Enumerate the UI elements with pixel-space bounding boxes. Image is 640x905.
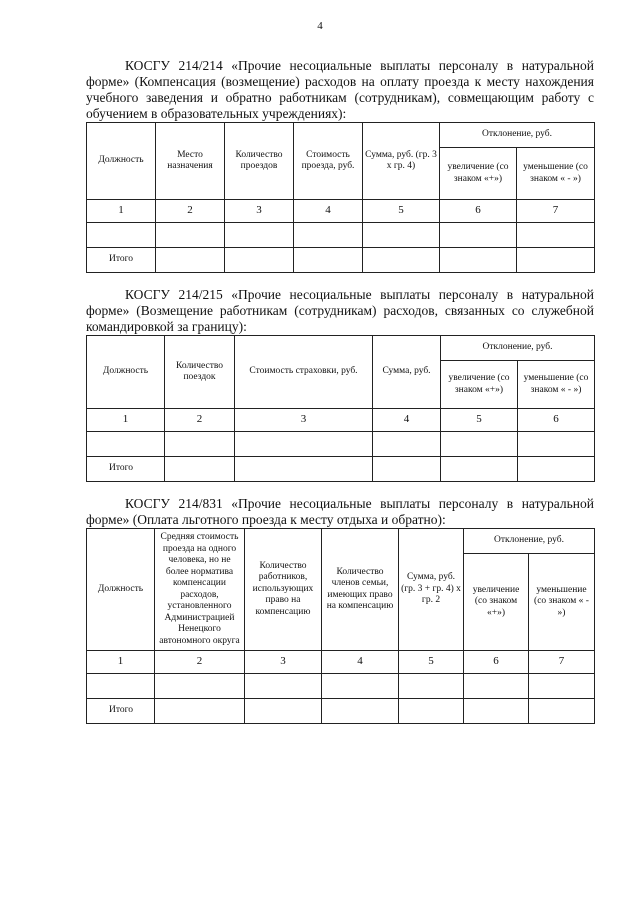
table-214-215 xyxy=(86,335,595,482)
column-number: 5 xyxy=(441,409,518,432)
table-row xyxy=(87,432,595,457)
table-cell xyxy=(155,699,245,724)
table-cell xyxy=(235,457,373,482)
column-header: Количество работников, использующих право на компенсацию xyxy=(245,529,322,651)
section-heading: КОСГУ 214/214 «Прочие несоциальные выплаты персоналу в натуральной форме» (Компенсация (возмещение) расходов на оплату проезда к месту нахождения учебного заведения и обратно работникам (сотрудникам), совмещающим работу с обучением в образовательных учреждениях): xyxy=(86,58,594,121)
column-header: Стоимость проезда, руб. xyxy=(294,123,363,200)
column-header: увеличение (со знаком «+») xyxy=(440,148,517,200)
column-number: 2 xyxy=(155,651,245,674)
column-number: 6 xyxy=(464,651,529,674)
column-number: 7 xyxy=(517,200,595,223)
table-cell xyxy=(155,674,245,699)
column-header: уменьшение (со знаком « - ») xyxy=(518,361,595,409)
column-header: Сумма, руб. xyxy=(373,336,441,409)
deviation-header: Отклонение, руб. xyxy=(441,336,595,361)
table-cell xyxy=(245,674,322,699)
table-cell xyxy=(363,223,440,248)
column-number: 2 xyxy=(156,200,225,223)
section-heading: КОСГУ 214/215 «Прочие несоциальные выплаты персоналу в натуральной форме» (Возмещение работникам (сотрудникам) расходов, связанных со служебной командировкой за границу): xyxy=(86,287,594,334)
table-cell xyxy=(529,699,595,724)
page-number: 4 xyxy=(317,20,323,32)
column-header: Должность xyxy=(87,529,155,651)
table-cell xyxy=(464,699,529,724)
table-cell xyxy=(517,223,595,248)
number-row xyxy=(87,409,595,432)
table-cell xyxy=(440,223,517,248)
column-header: Количество поездок xyxy=(165,336,235,409)
column-number: 4 xyxy=(373,409,441,432)
column-header: Стоимость страховки, руб. xyxy=(235,336,373,409)
column-header: Сумма, руб. (гр. 3 + гр. 4) х гр. 2 xyxy=(399,529,464,651)
deviation-header: Отклонение, руб. xyxy=(440,123,595,148)
table-cell xyxy=(165,432,235,457)
column-header: уменьшение (со знаком « - ») xyxy=(517,148,595,200)
column-header: Средняя стоимость проезда на одного человека, но не более норматива компенсации расходов, установленного Администрацией Ненецкого автономного округа xyxy=(155,529,245,651)
table-214-214 xyxy=(86,122,595,273)
table-cell xyxy=(399,674,464,699)
column-header: Место назначения xyxy=(156,123,225,200)
table-cell xyxy=(399,699,464,724)
table-cell xyxy=(225,248,294,273)
column-number: 5 xyxy=(399,651,464,674)
table-cell xyxy=(156,223,225,248)
table-row xyxy=(87,674,595,699)
table-cell xyxy=(294,248,363,273)
column-header: увеличение (со знаком «+») xyxy=(464,554,529,651)
table-cell xyxy=(373,457,441,482)
column-number: 3 xyxy=(225,200,294,223)
table-cell xyxy=(322,674,399,699)
table-cell xyxy=(373,432,441,457)
table-cell xyxy=(156,248,225,273)
table-cell xyxy=(518,432,595,457)
column-number: 6 xyxy=(518,409,595,432)
table-cell xyxy=(87,223,156,248)
table-cell xyxy=(87,432,165,457)
column-number: 4 xyxy=(294,200,363,223)
column-number: 5 xyxy=(363,200,440,223)
table-cell xyxy=(294,223,363,248)
column-number: 2 xyxy=(165,409,235,432)
table-cell xyxy=(235,432,373,457)
table-cell xyxy=(322,699,399,724)
column-number: 6 xyxy=(440,200,517,223)
column-header: уменьшение (со знаком « - ») xyxy=(529,554,595,651)
table-cell xyxy=(529,674,595,699)
column-number: 7 xyxy=(529,651,595,674)
section-214-215 xyxy=(86,287,594,482)
column-header: Должность xyxy=(87,336,165,409)
table-cell xyxy=(363,248,440,273)
total-row xyxy=(87,457,595,482)
column-number: 3 xyxy=(235,409,373,432)
section-214-214 xyxy=(86,58,594,273)
table-cell xyxy=(225,223,294,248)
table-row xyxy=(87,223,595,248)
table-cell xyxy=(441,432,518,457)
column-header: Должность xyxy=(87,123,156,200)
column-header: Сумма, руб. (гр. 3 х гр. 4) xyxy=(363,123,440,200)
table-cell xyxy=(165,457,235,482)
total-label: Итого xyxy=(87,457,165,482)
total-label: Итого xyxy=(87,248,156,273)
column-number: 1 xyxy=(87,651,155,674)
number-row xyxy=(87,651,595,674)
section-214-831 xyxy=(86,496,594,724)
table-cell xyxy=(441,457,518,482)
column-header: увеличение (со знаком «+») xyxy=(441,361,518,409)
column-number: 3 xyxy=(245,651,322,674)
column-number: 1 xyxy=(87,200,156,223)
table-cell xyxy=(440,248,517,273)
table-214-831 xyxy=(86,528,595,724)
column-number: 4 xyxy=(322,651,399,674)
total-row xyxy=(87,699,595,724)
column-number: 1 xyxy=(87,409,165,432)
column-header: Количество проездов xyxy=(225,123,294,200)
table-cell xyxy=(517,248,595,273)
total-label: Итого xyxy=(87,699,155,724)
column-header: Количество членов семьи, имеющих право на компенсацию xyxy=(322,529,399,651)
table-cell xyxy=(464,674,529,699)
table-cell xyxy=(245,699,322,724)
deviation-header: Отклонение, руб. xyxy=(464,529,595,554)
total-row xyxy=(87,248,595,273)
number-row xyxy=(87,200,595,223)
table-cell xyxy=(518,457,595,482)
section-heading: КОСГУ 214/831 «Прочие несоциальные выплаты персоналу в натуральной форме» (Оплата льготного проезда к месту отдыха и обратно): xyxy=(86,496,594,527)
table-cell xyxy=(87,674,155,699)
